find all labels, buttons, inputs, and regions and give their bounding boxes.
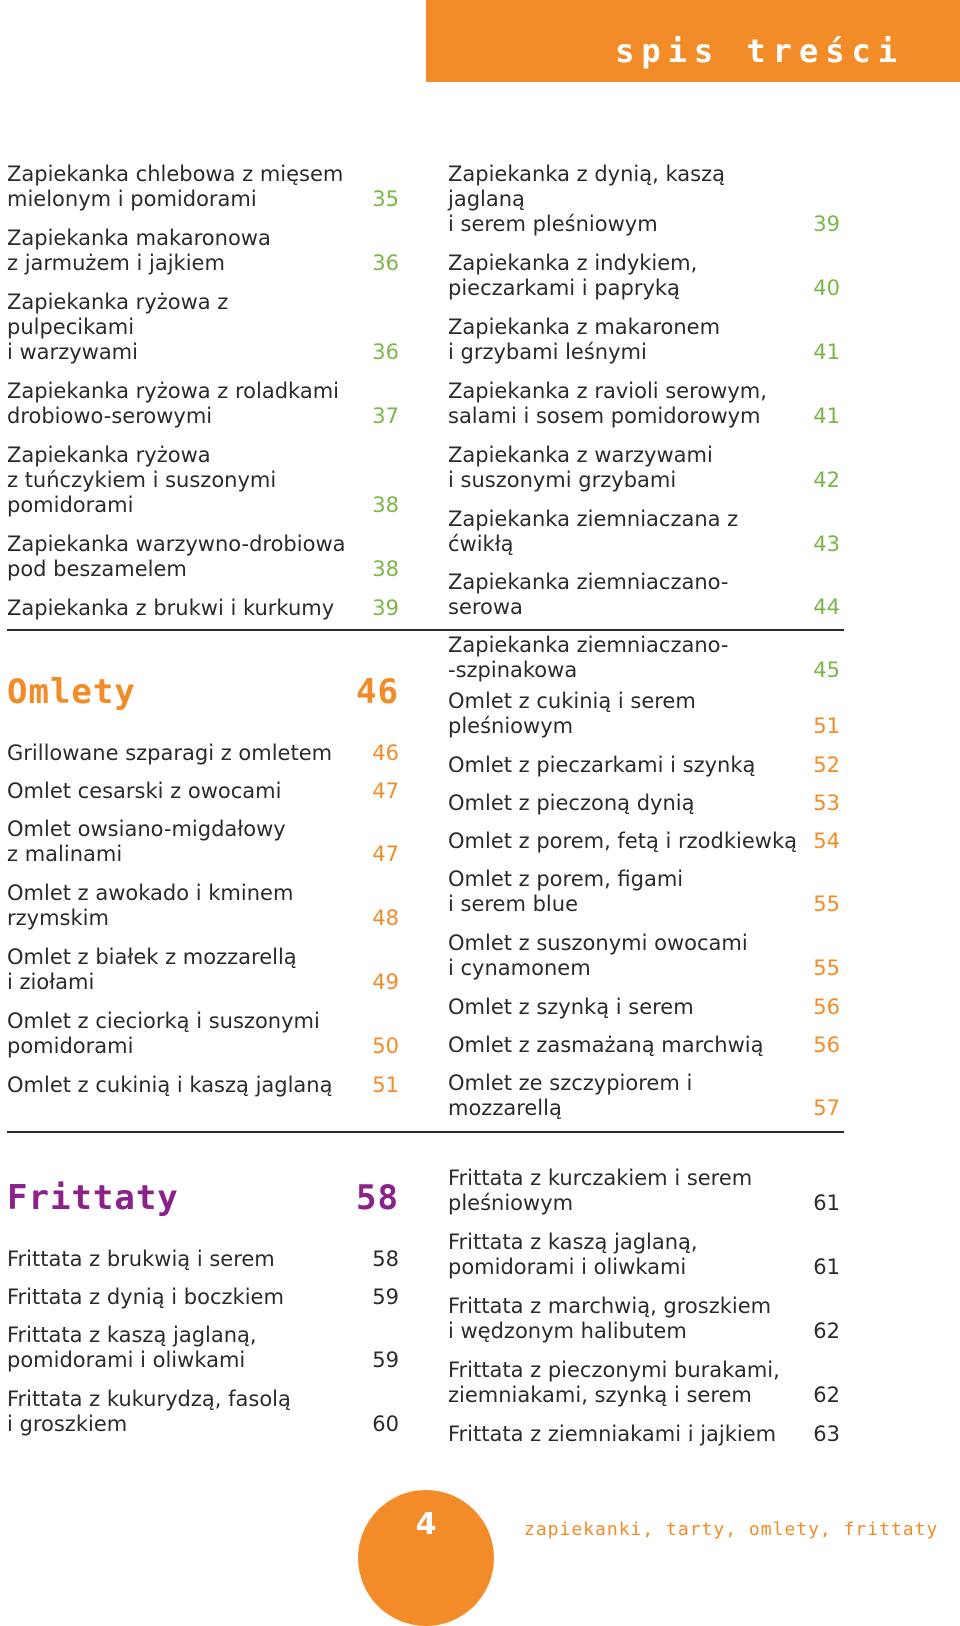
toc-entry: [7, 741, 399, 766]
entry-page: 47: [372, 842, 399, 866]
entry-page: 41: [813, 404, 840, 428]
entry-page: 48: [372, 906, 399, 930]
toc-entry: [7, 162, 399, 212]
toc-omlety-left: [7, 741, 399, 1111]
toc-entry: [448, 251, 840, 301]
entry-title: Omlet z porem, fetą i rzodkiewką: [448, 829, 797, 853]
entry-page: 51: [813, 714, 840, 738]
section-heading-omlety: [7, 672, 399, 712]
entry-page: 39: [813, 212, 840, 236]
entry-page: 55: [813, 956, 840, 980]
toc-zapiekanki-left: [7, 162, 399, 634]
toc-entry: [7, 1387, 399, 1437]
section-divider: [7, 629, 844, 631]
section-heading-frittaty: [7, 1178, 399, 1218]
toc-entry: [448, 443, 840, 493]
entry-page: 46: [372, 741, 399, 765]
entry-page: 38: [372, 493, 399, 517]
toc-entry: [7, 443, 399, 518]
toc-entry: [448, 1033, 840, 1058]
entry-title: Zapiekanka z brukwi i kurkumy: [7, 596, 335, 620]
entry-title: Zapiekanka ziemniaczana z ćwikłą: [448, 507, 739, 556]
toc-omlety-right: [448, 689, 840, 1134]
entry-page: 61: [813, 1255, 840, 1279]
toc-entry: [448, 1166, 840, 1216]
entry-title: Omlet z pieczarkami i szynką: [448, 753, 756, 777]
entry-title: Omlet z suszonymi owocami i cynamonem: [448, 931, 748, 980]
entry-title: Omlet z cieciorką i suszonymi pomidorami: [7, 1009, 320, 1058]
entry-page: 63: [813, 1422, 840, 1446]
entry-title: Omlet z cukinią i kaszą jaglaną: [7, 1073, 333, 1097]
toc-entry: [7, 1009, 399, 1059]
toc-entry: [7, 596, 399, 621]
entry-title: Omlet z awokado i kminem rzymskim: [7, 881, 294, 930]
entry-page: 56: [813, 995, 840, 1019]
toc-entry: [7, 1073, 399, 1098]
toc-entry: [448, 315, 840, 365]
entry-title: Frittata z brukwią i serem: [7, 1247, 275, 1271]
entry-title: Omlet ze szczypiorem i mozzarellą: [448, 1071, 693, 1120]
entry-title: Zapiekanka z makaronem i grzybami leśnymi: [448, 315, 721, 364]
toc-zapiekanki-right: [448, 162, 840, 697]
entry-page: 62: [813, 1319, 840, 1343]
entry-title: Frittata z dynią i boczkiem: [7, 1285, 284, 1309]
entry-title: Zapiekanka ziemniaczano- -szpinakowa: [448, 633, 729, 682]
toc-entry: [7, 1323, 399, 1373]
entry-page: 51: [372, 1073, 399, 1097]
entry-title: Zapiekanka z ravioli serowym, salami i sosem pomidorowym: [448, 379, 767, 428]
entry-title: Omlet owsiano-migdałowy z malinami: [7, 817, 286, 866]
toc-entry: [448, 753, 840, 778]
entry-page: 42: [813, 468, 840, 492]
entry-title: Omlet z białek z mozzarellą i ziołami: [7, 945, 297, 994]
entry-page: 35: [372, 187, 399, 211]
toc-entry: [7, 945, 399, 995]
entry-page: 36: [372, 340, 399, 364]
section-page: 46: [356, 672, 399, 712]
entry-page: 58: [372, 1247, 399, 1271]
entry-page: 45: [813, 658, 840, 682]
toc-entry: [448, 633, 840, 683]
toc-entry: [448, 1230, 840, 1280]
toc-entry: [448, 379, 840, 429]
section-title: Omlety: [7, 672, 136, 712]
entry-page: 55: [813, 892, 840, 916]
toc-entry: [448, 1422, 840, 1447]
entry-page: 57: [813, 1096, 840, 1120]
entry-title: Grillowane szparagi z omletem: [7, 741, 333, 765]
toc-entry: [7, 779, 399, 804]
toc-entry: [7, 226, 399, 276]
entry-title: Zapiekanka ryżowa z roladkami drobiowo-serowymi: [7, 379, 340, 428]
toc-entry: [7, 290, 399, 365]
entry-page: 50: [372, 1034, 399, 1058]
toc-entry: [7, 379, 399, 429]
entry-page: 53: [813, 791, 840, 815]
entry-title: Zapiekanka makaronowa z jarmużem i jajkiem: [7, 226, 271, 275]
toc-entry: [7, 1247, 399, 1272]
entry-title: Omlet z szynką i serem: [448, 995, 694, 1019]
entry-title: Zapiekanka ryżowa z tuńczykiem i suszonymi pomidorami: [7, 443, 277, 517]
entry-title: Zapiekanka z indykiem, pieczarkami i papryką: [448, 251, 698, 300]
entry-title: Omlet z porem, figami i serem blue: [448, 867, 684, 916]
entry-page: 43: [813, 532, 840, 556]
toc-entry: [7, 1285, 399, 1310]
entry-page: 38: [372, 557, 399, 581]
entry-title: Zapiekanka z dynią, kaszą jaglaną i serem pleśniowym: [448, 162, 725, 236]
entry-title: Omlet z pieczoną dynią: [448, 791, 695, 815]
entry-page: 49: [372, 970, 399, 994]
entry-page: 59: [372, 1285, 399, 1309]
entry-page: 59: [372, 1348, 399, 1372]
toc-entry: [448, 867, 840, 917]
toc-entry: [448, 162, 840, 237]
entry-page: 37: [372, 404, 399, 428]
entry-page: 39: [372, 596, 399, 620]
section-title: Frittaty: [7, 1178, 179, 1218]
page-number: 4: [415, 1507, 437, 1542]
toc-entry: [448, 689, 840, 739]
toc-entry: [7, 817, 399, 867]
toc-entry: [448, 1294, 840, 1344]
entry-page: 47: [372, 779, 399, 803]
entry-title: Frittata z pieczonymi burakami, ziemniakami, szynką i serem: [448, 1358, 780, 1407]
entry-title: Frittata z kukurydzą, fasolą i groszkiem: [7, 1387, 291, 1436]
entry-page: 44: [813, 595, 840, 619]
section-page: 58: [356, 1178, 399, 1218]
entry-title: Frittata z marchwią, groszkiem i wędzonym halibutem: [448, 1294, 772, 1343]
entry-page: 36: [372, 251, 399, 275]
entry-title: Zapiekanka ziemniaczano-serowa: [448, 570, 729, 619]
entry-title: Frittata z kurczakiem i serem pleśniowym: [448, 1166, 753, 1215]
toc-entry: [448, 995, 840, 1020]
entry-page: 54: [813, 829, 840, 853]
entry-page: 60: [372, 1412, 399, 1436]
toc-entry: [448, 829, 840, 854]
section-divider: [7, 1131, 844, 1133]
entry-page: 52: [813, 753, 840, 777]
entry-title: Frittata z kaszą jaglaną, pomidorami i oliwkami: [7, 1323, 257, 1372]
entry-page: 40: [813, 276, 840, 300]
toc-entry: [7, 881, 399, 931]
entry-title: Zapiekanka ryżowa z pulpecikami i warzywami: [7, 290, 229, 364]
book-title: zapiekanki, tarty, omlety, frittaty: [524, 1519, 939, 1540]
page-title: spis treści: [615, 32, 904, 70]
toc-entry: [448, 1071, 840, 1121]
toc-entry: [448, 931, 840, 981]
entry-title: Frittata z ziemniakami i jajkiem: [448, 1422, 777, 1446]
toc-frittaty-right: [448, 1166, 840, 1460]
entry-title: Zapiekanka chlebowa z mięsem mielonym i pomidorami: [7, 162, 344, 211]
entry-page: 56: [813, 1033, 840, 1057]
toc-entry: [448, 507, 840, 557]
entry-page: 62: [813, 1383, 840, 1407]
entry-page: 41: [813, 340, 840, 364]
toc-frittaty-left: [7, 1247, 399, 1451]
toc-entry: [448, 1358, 840, 1408]
toc-entry: [448, 570, 840, 620]
toc-entry: [7, 532, 399, 582]
entry-title: Zapiekanka z warzywami i suszonymi grzybami: [448, 443, 713, 492]
toc-entry: [448, 791, 840, 816]
entry-title: Omlet cesarski z owocami: [7, 779, 282, 803]
entry-title: Omlet z zasmażaną marchwią: [448, 1033, 764, 1057]
entry-title: Zapiekanka warzywno-drobiowa pod beszamelem: [7, 532, 346, 581]
entry-page: 61: [813, 1191, 840, 1215]
entry-title: Frittata z kaszą jaglaną, pomidorami i oliwkami: [448, 1230, 698, 1279]
entry-title: Omlet z cukinią i serem pleśniowym: [448, 689, 696, 738]
